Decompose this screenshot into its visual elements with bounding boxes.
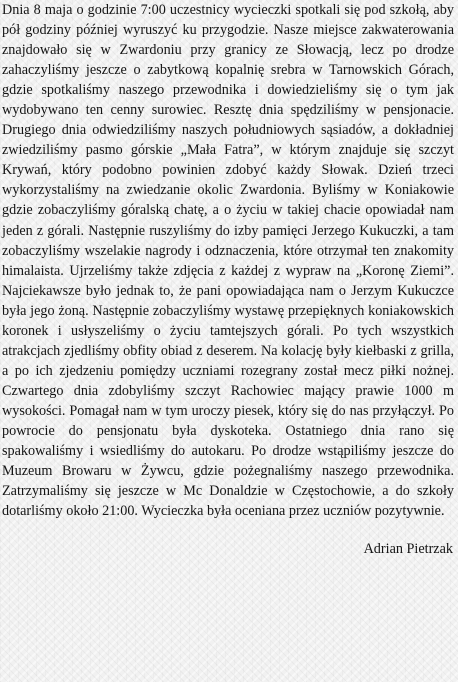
article-body: Dnia 8 maja o godzinie 7:00 uczestnicy wycieczki spotkali się pod szkołą, aby pół godziny później wyruszyć ku przygodzie. Nasze miejsce zakwaterowania znajdowało się w Zwardoniu przy granicy ze Słowacją, lecz po drodze zahaczyliśmy jeszcze o zabytkową kopalnię srebra w Tarnowskich Górach, gdzie spotkaliśmy naszego przewodnika i dowiedzieliśmy się o tym jak wydobywano ten cenny surowiec. Resztę dnia spędziliśmy w pensjonacie. Drugiego dnia odwiedziliśmy naszych południowych sąsiadów, a dokładniej zwiedziliśmy pasmo górskie „Mała Fatra”, w którym znajduje się szczyt Krywań, który podobno powinien zdobyć każdy Słowak. Dzień trzeci wykorzystaliśmy na zwiedzanie okolic Zwardonia. Byliśmy w Koniakowie gdzie zobaczyliśmy góralską chatę, a o życiu w takiej chacie opowiadał nam jeden z górali. Następnie ruszyliśmy do izby pamięci Jerzego Kukuczki, a tam zobaczyliśmy wszelakie nagrody i odznaczenia, które otrzymał ten znakomity himalaista. Ujrzeliśmy także zdjęcia z każdej z wypraw na „Koronę Ziemi”. Najciekawsze było jednak to, że pani opowiadająca nam o Jerzym Kukuczce była jego żoną. Następnie zobaczyliśmy wystawę przepięknych koniakowskich koronek i usłyszeliśmy o życiu tamtejszych górali. Po tych wszystkich atrakcjach zjedliśmy obfity obiad z deserem. Na kolację były kiełbaski z grilla, a po ich zjedzeniu pomiędzy uczniami rozegrany został mecz piłki nożnej. Czwartego dnia zdobyliśmy szczyt Rachowiec mający prawie 1000 m wysokości. Pomagał nam w tym uroczy piesek, który się do nas przyłączył. Po powrocie do pensjonatu była dyskoteka. Ostatniego dnia rano się spakowaliśmy i wsiedliśmy do autokaru. Po drodze wstąpiliśmy jeszcze do Muzeum Browaru w Żywcu, gdzie pożegnaliśmy naszego przewodnika. Zatrzymaliśmy się jeszcze w Mc Donaldzie w Częstochowie, a do szkoły dotarliśmy około 21:00. Wycieczka była oceniana przez uczniów pozytywnie.	[2, 2, 454, 520]
article	[2, 0, 454, 559]
article-author: Adrian Pietrzak	[363, 541, 453, 558]
